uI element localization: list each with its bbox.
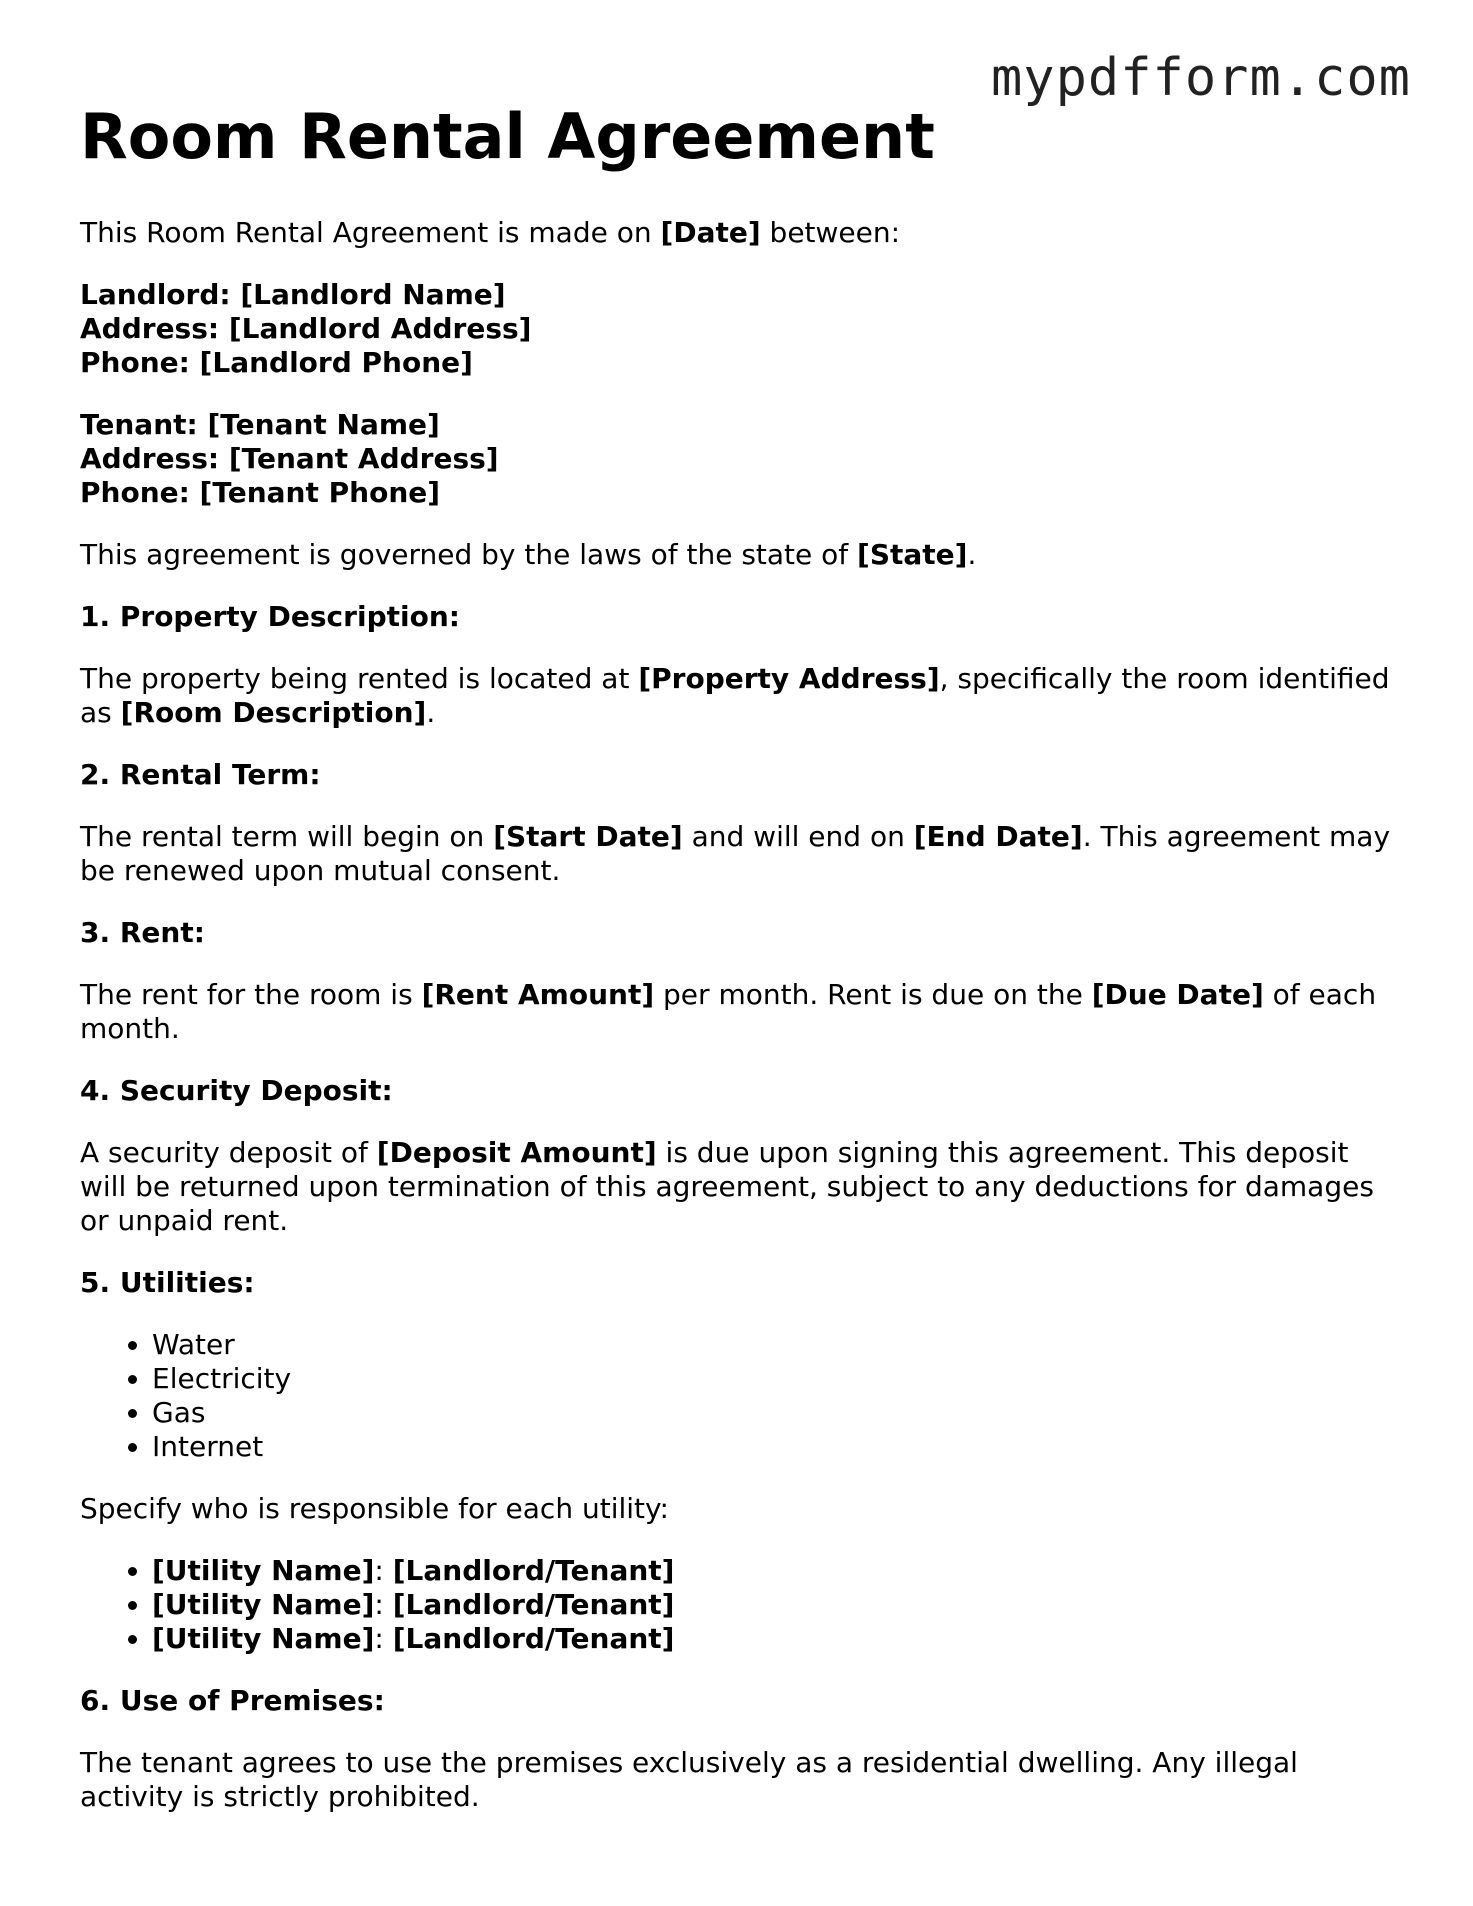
- list-item: • [Utility Name]: [Landlord/Tenant]: [152, 1622, 1400, 1656]
- property-address-field: [Property Address]: [638, 662, 940, 696]
- term-paragraph: The rental term will begin on [Start Date] and will end on [End Date]. This agreement may be renewed upon mutual consent.: [80, 820, 1391, 888]
- list-item: • Gas: [152, 1396, 1400, 1430]
- end-date-field: [End Date]: [913, 820, 1083, 854]
- section-heading-deposit: 4. Security Deposit:: [80, 1074, 393, 1108]
- governing-law-paragraph: This agreement is governed by the laws of the state of [State].: [80, 538, 977, 572]
- section-heading-property: 1. Property Description:: [80, 600, 460, 634]
- list-item: • [Utility Name]: [Landlord/Tenant]: [152, 1588, 1400, 1622]
- start-date-field: [Start Date]: [493, 820, 683, 854]
- list-item: • Internet: [152, 1430, 1400, 1464]
- tenant-address: Address: [Tenant Address]: [80, 442, 499, 476]
- document-body: [80, 100, 1400, 1842]
- intro-paragraph: This Room Rental Agreement is made on [Date] between:: [80, 216, 901, 250]
- section-heading-term: 2. Rental Term:: [80, 758, 321, 792]
- section-heading-rent: 3. Rent:: [80, 916, 205, 950]
- property-paragraph: The property being rented is located at [Property Address], specifically the room identified as [Room Description].: [80, 662, 1390, 730]
- list-item: • Water: [152, 1328, 1400, 1362]
- deposit-amount-field: [Deposit Amount]: [376, 1136, 657, 1170]
- utilities-specify: Specify who is responsible for each utility:: [80, 1492, 669, 1526]
- utility-assignments-list: [80, 1554, 1400, 1656]
- room-description-field: [Room Description]: [120, 696, 427, 730]
- rent-amount-field: [Rent Amount]: [421, 978, 655, 1012]
- section-heading-utilities: 5. Utilities:: [80, 1266, 255, 1300]
- list-item: • [Utility Name]: [Landlord/Tenant]: [152, 1554, 1400, 1588]
- state-field: [State]: [857, 538, 968, 572]
- landlord-phone: Phone: [Landlord Phone]: [80, 346, 473, 380]
- document-title: Room Rental Agreement: [80, 100, 935, 173]
- premises-paragraph: The tenant agrees to use the premises exclusively as a residential dwelling. Any illegal activity is strictly prohibited.: [80, 1746, 1298, 1814]
- watermark: mypdfform.com: [991, 48, 1411, 108]
- tenant-name: Tenant: [Tenant Name]: [80, 408, 440, 442]
- landlord-address: Address: [Landlord Address]: [80, 312, 532, 346]
- due-date-field: [Due Date]: [1091, 978, 1264, 1012]
- rent-paragraph: The rent for the room is [Rent Amount] per month. Rent is due on the [Due Date] of each month.: [80, 978, 1377, 1046]
- utilities-list: [80, 1328, 1400, 1464]
- section-heading-premises: 6. Use of Premises:: [80, 1684, 385, 1718]
- tenant-phone: Phone: [Tenant Phone]: [80, 476, 441, 510]
- tenant-block: [80, 408, 1400, 510]
- landlord-name: Landlord: [Landlord Name]: [80, 278, 506, 312]
- deposit-paragraph: A security deposit of [Deposit Amount] is due upon signing this agreement. This deposit will be returned upon termination of this agreement, subject to any deductions for damages or unpaid rent.: [80, 1136, 1374, 1238]
- list-item: • Electricity: [152, 1362, 1400, 1396]
- date-field: [Date]: [660, 216, 761, 250]
- landlord-block: [80, 278, 1400, 380]
